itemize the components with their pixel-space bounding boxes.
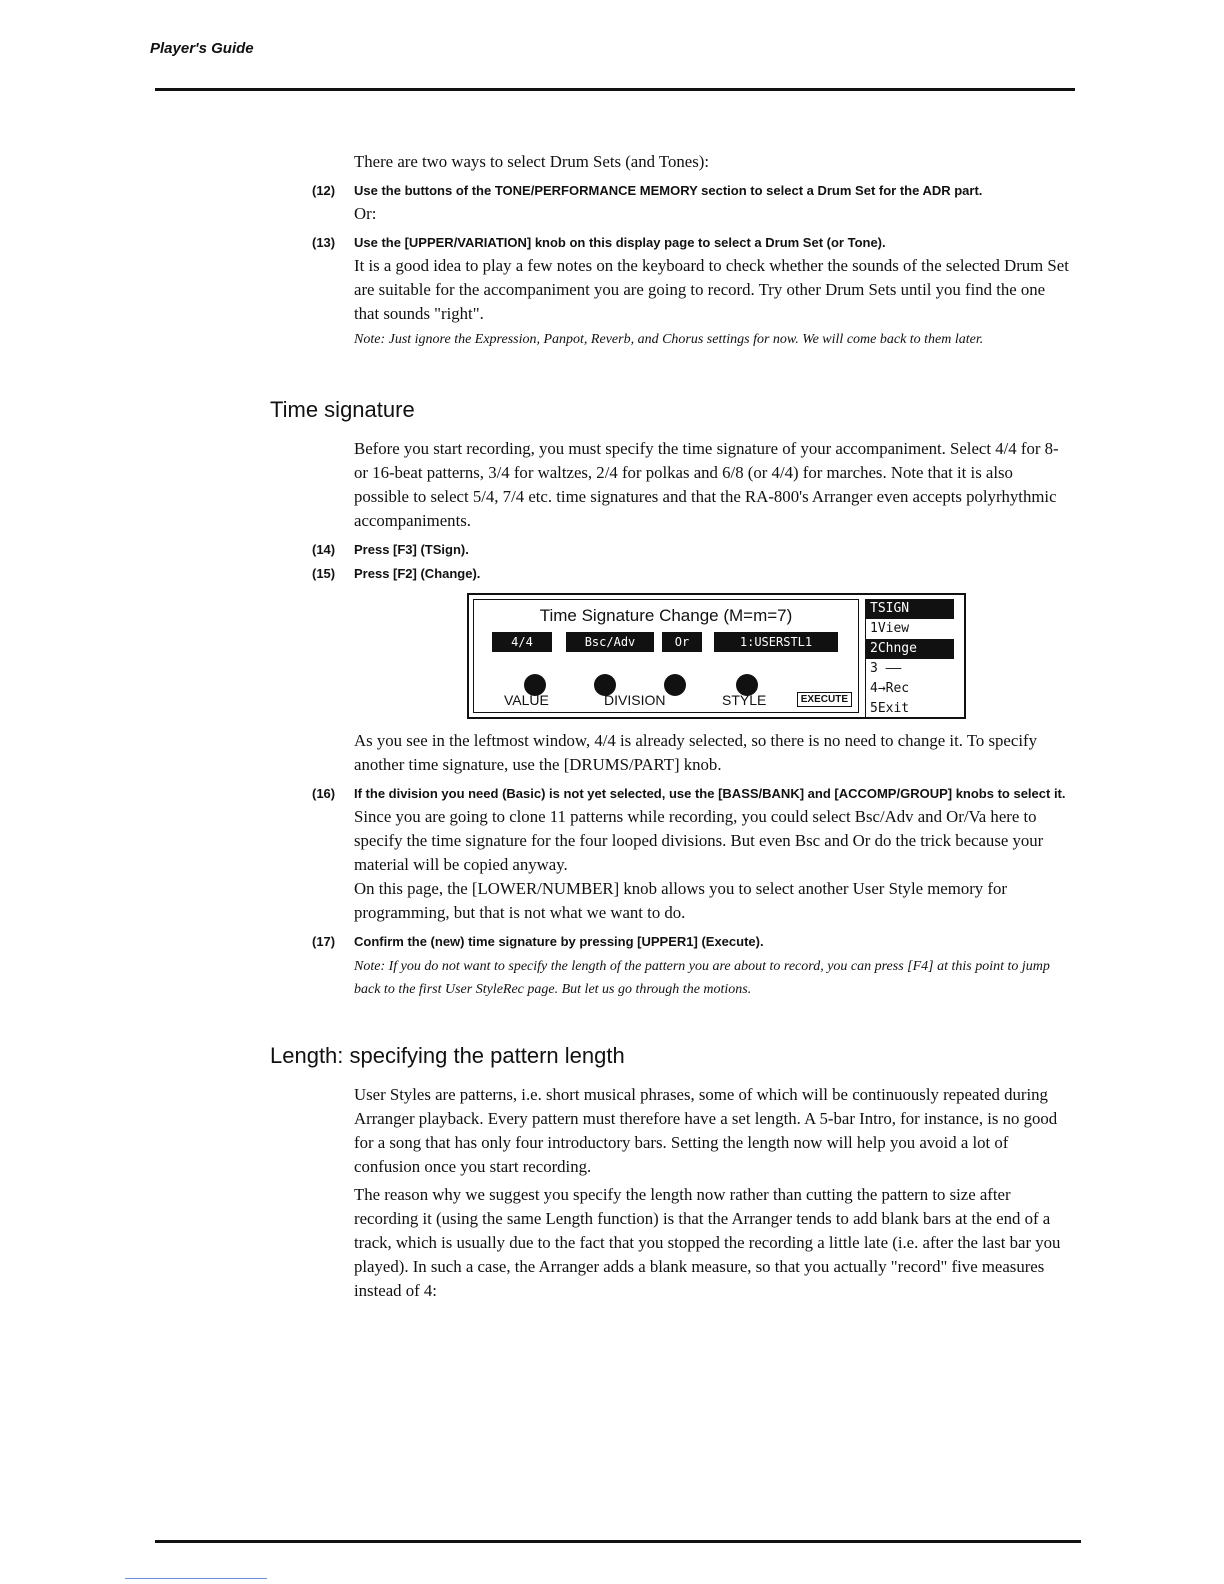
intro-text: There are two ways to select Drum Sets (and Tones): [354, 152, 710, 171]
step-17 [312, 931, 1072, 953]
step-number: (16) [312, 786, 336, 801]
step-number: (13) [312, 235, 336, 250]
lcd-label-division: DIVISION [604, 692, 666, 708]
header-rule [155, 88, 1075, 91]
note: Note: Just ignore the Expression, Panpot, Reverb, and Chorus settings for now. We will come back to them later. [354, 332, 984, 347]
lcd-division-box: Bsc/Adv [566, 632, 654, 652]
step-16 [312, 783, 1072, 805]
step-14 [312, 539, 1072, 561]
paragraph: On this page, the [LOWER/NUMBER] knob allows you to select another User Style memory for programming, but that is not what we want to do. [354, 879, 1007, 922]
lcd-main-window [473, 599, 859, 713]
footer-rule [155, 1540, 1081, 1543]
paragraph: Since you are going to clone 11 patterns while recording, you could select Bsc/Adv and Or/Va here to specify the time signature for the four looped divisions. But even Bsc and Or do the trick because your material will be copied anyway. [354, 807, 1044, 874]
step-number: (15) [312, 566, 336, 581]
lcd-menu-item: 5Exit [870, 701, 910, 716]
lcd-title: Time Signature Change (M=m=7) [539, 606, 793, 625]
lcd-division-box-2: Or [662, 632, 702, 652]
lcd-menu-item-selected: 2Chnge [866, 639, 954, 659]
lcd-menu-item: 3 —— [870, 661, 902, 676]
step-13 [312, 232, 1072, 254]
step-text: Press [F2] (Change). [354, 566, 481, 581]
step-text: Use the buttons of the TONE/PERFORMANCE MEMORY section to select a Drum Set for the ADR part. [354, 183, 983, 198]
lcd-menu-item: 4→Rec [870, 681, 910, 696]
section-heading-time-signature: Time signature [270, 397, 415, 422]
step-text: Use the [UPPER/VARIATION] knob on this display page to select a Drum Set (or Tone). [354, 235, 886, 250]
page-header: Player's Guide [150, 40, 254, 57]
paragraph: The reason why we suggest you specify the length now rather than cutting the pattern to size after recording it (using the same Length function) is that the Arranger tends to add blank bars at the end of a track, which is usually due to the fact that you stopped the recording a little late (i.e. after the last bar you played). In such a case, the Arranger adds a blank measure, so that you actually "record" five measures instead of 4: [354, 1185, 1061, 1300]
knob-icon [664, 674, 686, 696]
lcd-style-box: 1:USERSTL1 [714, 632, 838, 652]
lcd-label-style: STYLE [722, 692, 767, 708]
or-text: Or: [354, 204, 377, 223]
step-text: Confirm the (new) time signature by pressing [UPPER1] (Execute). [354, 934, 764, 949]
lcd-display [467, 593, 966, 719]
lcd-menu-item: 1View [870, 621, 910, 636]
step-text: If the division you need (Basic) is not yet selected, use the [BASS/BANK] and [ACCOMP/GROUP] knobs to select it. [354, 786, 1066, 801]
paragraph: It is a good idea to play a few notes on the keyboard to check whether the sounds of the selected Drum Set are suitable for the accompaniment you are going to record. Try other Drum Sets until you find the one that sounds "right". [354, 256, 1069, 323]
page-body [270, 150, 1072, 1303]
step-text: Press [F3] (TSign). [354, 542, 469, 557]
lcd-menu [865, 599, 954, 719]
lcd-menu-title: TSIGN [866, 599, 954, 619]
section-heading-length: Length: specifying the pattern length [270, 1043, 625, 1068]
step-number: (17) [312, 934, 336, 949]
footer-link-line [125, 1578, 267, 1579]
lcd-execute-button: EXECUTE [797, 692, 852, 707]
note: Note: If you do not want to specify the length of the pattern you are about to record, you can press [F4] at this point to jump back to the first User StyleRec page. But let us go through the motions. [354, 959, 1050, 997]
lcd-label-value: VALUE [504, 692, 549, 708]
lcd-value-box: 4/4 [492, 632, 552, 652]
paragraph: As you see in the leftmost window, 4/4 is already selected, so there is no need to change it. To specify another time signature, use the [DRUMS/PART] knob. [354, 731, 1037, 774]
paragraph: Before you start recording, you must specify the time signature of your accompaniment. Select 4/4 for 8- or 16-beat patterns, 3/4 for waltzes, 2/4 for polkas and 6/8 (or 4/4) for marches. Note that it is also possible to select 5/4, 7/4 etc. time signatures and that the RA-800's Arranger even accepts polyrhythmic accompaniments. [354, 439, 1059, 530]
step-number: (12) [312, 183, 336, 198]
step-15 [312, 563, 1072, 585]
paragraph: User Styles are patterns, i.e. short musical phrases, some of which will be continuously repeated during Arranger playback. Every pattern must therefore have a set length. A 5-bar Intro, for instance, is no good for a song that has only four introductory bars. Setting the length now will help you avoid a lot of confusion once you start recording. [354, 1085, 1058, 1176]
step-12 [312, 180, 1072, 202]
step-number: (14) [312, 542, 336, 557]
